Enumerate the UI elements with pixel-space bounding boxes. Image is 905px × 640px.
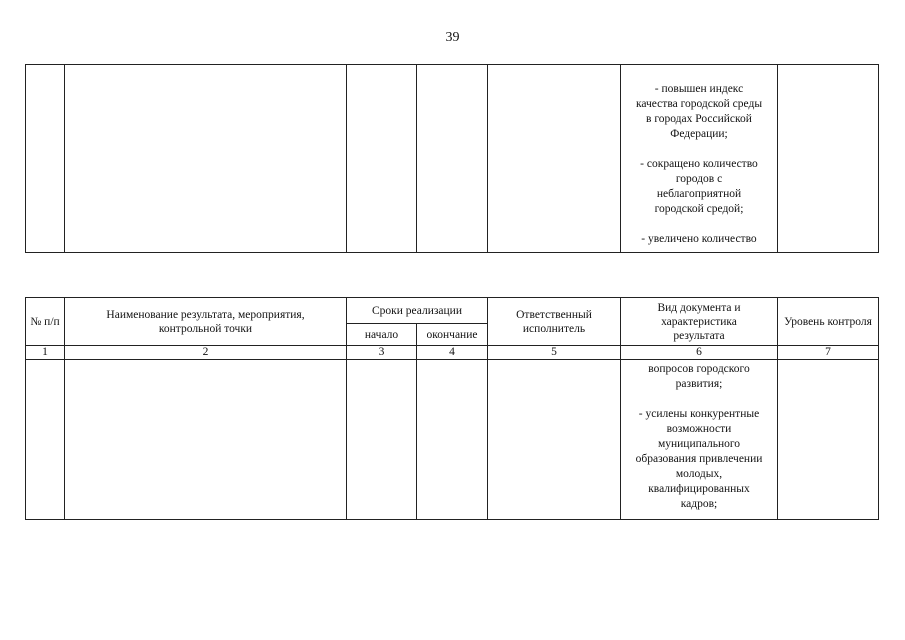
- result-line: - повышен индекс: [654, 83, 744, 95]
- cell-control-level: [778, 65, 879, 253]
- header-start: начало: [347, 324, 417, 346]
- line-gap: [621, 142, 777, 157]
- cell-start: [347, 360, 417, 520]
- header-responsible-line: исполнитель: [522, 322, 586, 335]
- cell-name: [65, 360, 347, 520]
- result-line: - увеличено количество: [641, 233, 757, 245]
- result-line: в городах Российской: [646, 113, 752, 125]
- column-number: 7: [778, 346, 879, 360]
- result-line: неблагоприятной: [656, 188, 742, 200]
- result-line: развития;: [675, 378, 723, 390]
- result-line: муниципального: [657, 438, 741, 450]
- cell-num: [26, 65, 65, 253]
- header-responsible-line: Ответственный: [516, 308, 592, 321]
- cell-control-level: [778, 360, 879, 520]
- header-document-line: характеристика: [661, 315, 737, 328]
- header-name: [65, 298, 347, 346]
- header-end: окончание: [417, 324, 488, 346]
- line-gap: [621, 217, 777, 232]
- result-line: образования привлечении: [635, 453, 763, 465]
- header-document: [621, 298, 778, 346]
- result-line: - сокращено количество: [640, 158, 758, 170]
- header-num: № п/п: [26, 298, 65, 346]
- result-line: кадров;: [680, 498, 718, 510]
- result-line: городов с: [675, 173, 723, 185]
- cell-start: [347, 65, 417, 253]
- result-line: качества городской среды: [635, 98, 763, 110]
- column-number: 6: [621, 346, 778, 360]
- cell-num: [26, 360, 65, 520]
- header-responsible: [488, 298, 621, 346]
- cell-end: [417, 360, 488, 520]
- header-timing: Сроки реализации: [347, 298, 488, 324]
- continuation-table: [25, 64, 879, 253]
- result-line: Федерации;: [670, 128, 728, 140]
- column-number: 3: [347, 346, 417, 360]
- cell-result-description: [621, 360, 778, 520]
- result-line: - усилены конкурентные: [638, 408, 760, 420]
- cell-responsible: [488, 360, 621, 520]
- result-line: вопросов городского: [648, 363, 750, 375]
- header-name-line: Наименование результата, мероприятия,: [106, 308, 305, 321]
- header-document-line: результата: [673, 329, 725, 342]
- cell-responsible: [488, 65, 621, 253]
- result-line: молодых,: [675, 468, 723, 480]
- page-number: 39: [445, 30, 460, 45]
- result-line: городской средой;: [654, 203, 744, 215]
- column-number: 4: [417, 346, 488, 360]
- header-control: Уровень контроля: [778, 298, 879, 346]
- results-table: [25, 297, 879, 520]
- cell-name: [65, 65, 347, 253]
- column-number: 2: [65, 346, 347, 360]
- result-line: возможности: [666, 423, 732, 435]
- column-number: 5: [488, 346, 621, 360]
- column-number: 1: [26, 346, 65, 360]
- cell-result-description: [621, 65, 778, 253]
- header-document-line: Вид документа и: [657, 301, 741, 314]
- header-name-line: контрольной точки: [158, 322, 253, 335]
- result-line: квалифицированных: [648, 483, 750, 495]
- cell-end: [417, 65, 488, 253]
- line-gap: [621, 392, 777, 407]
